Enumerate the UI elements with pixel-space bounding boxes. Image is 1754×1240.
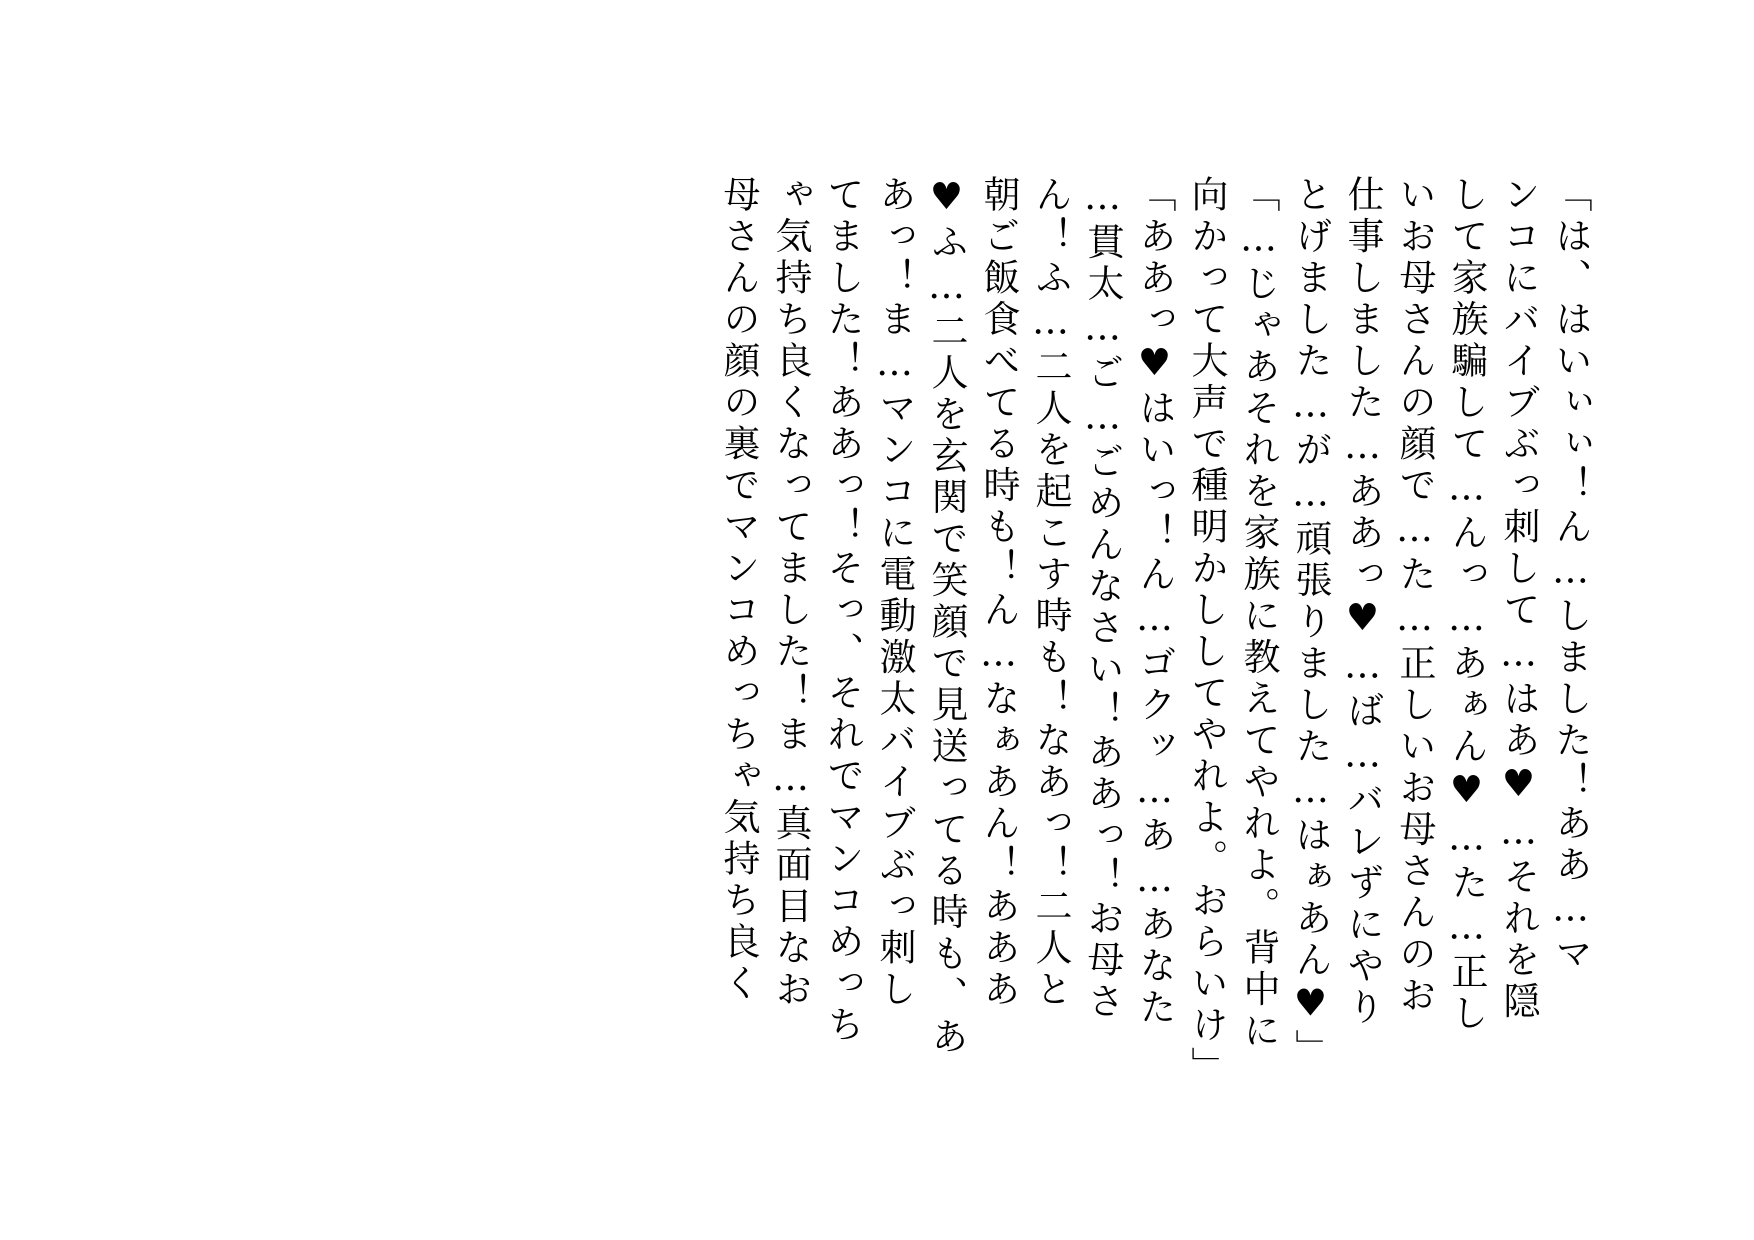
text-column: ♥ふ…二人を玄関で笑顔で見送ってる時も、あ	[925, 175, 968, 1059]
text-column: いお母さんの顔で…た…正しいお母さんのお	[1393, 175, 1436, 1017]
text-column: てました！ああっ！そっ、それでマンコめっち	[821, 175, 864, 1047]
text-column: 「…じゃあそれを家族に教えてやれよ。背中に	[1237, 175, 1280, 1053]
text-column: 「ああっ♥はいっ！ん…ゴクッ…あ…あなた	[1133, 175, 1176, 1029]
text-column: とげました…が…頑張りました…はぁあん♥」	[1289, 175, 1332, 1071]
text-column: して家族騙して…んっ…あぁん♥…た…正し	[1445, 175, 1488, 1035]
text-column: 「は、はいぃぃ！ん…しました！ああ…マ	[1549, 175, 1592, 976]
text-column: 母さんの顔の裏でマンコめっちゃ気持ち良く	[717, 175, 760, 1005]
text-column: ゃ気持ち良くなってました！ま…真面目なお	[769, 175, 812, 1011]
vertical-text-body	[169, 175, 1592, 1088]
text-column: あっ！ま…マンコに電動激太バイブぶっ刺し	[873, 175, 916, 1011]
text-column: 向かって大声で種明かししてやれよ。おらいけ」	[1185, 175, 1228, 1088]
text-column: 仕事しました…ああっ♥…ば…バレずにやり	[1341, 175, 1384, 1029]
text-column: ンコにバイブぶっ刺して…はあ♥…それを隠	[1497, 175, 1540, 1023]
text-column: …貫太…ご…ごめんなさい！ああっ！お母さ	[1081, 175, 1124, 1023]
text-column: ん！ふ…二人を起こす時も！なあっ！二人と	[1029, 175, 1072, 1011]
text-column: 朝ご飯食べてる時も！ん…なぁあん！あああ	[977, 175, 1020, 1011]
